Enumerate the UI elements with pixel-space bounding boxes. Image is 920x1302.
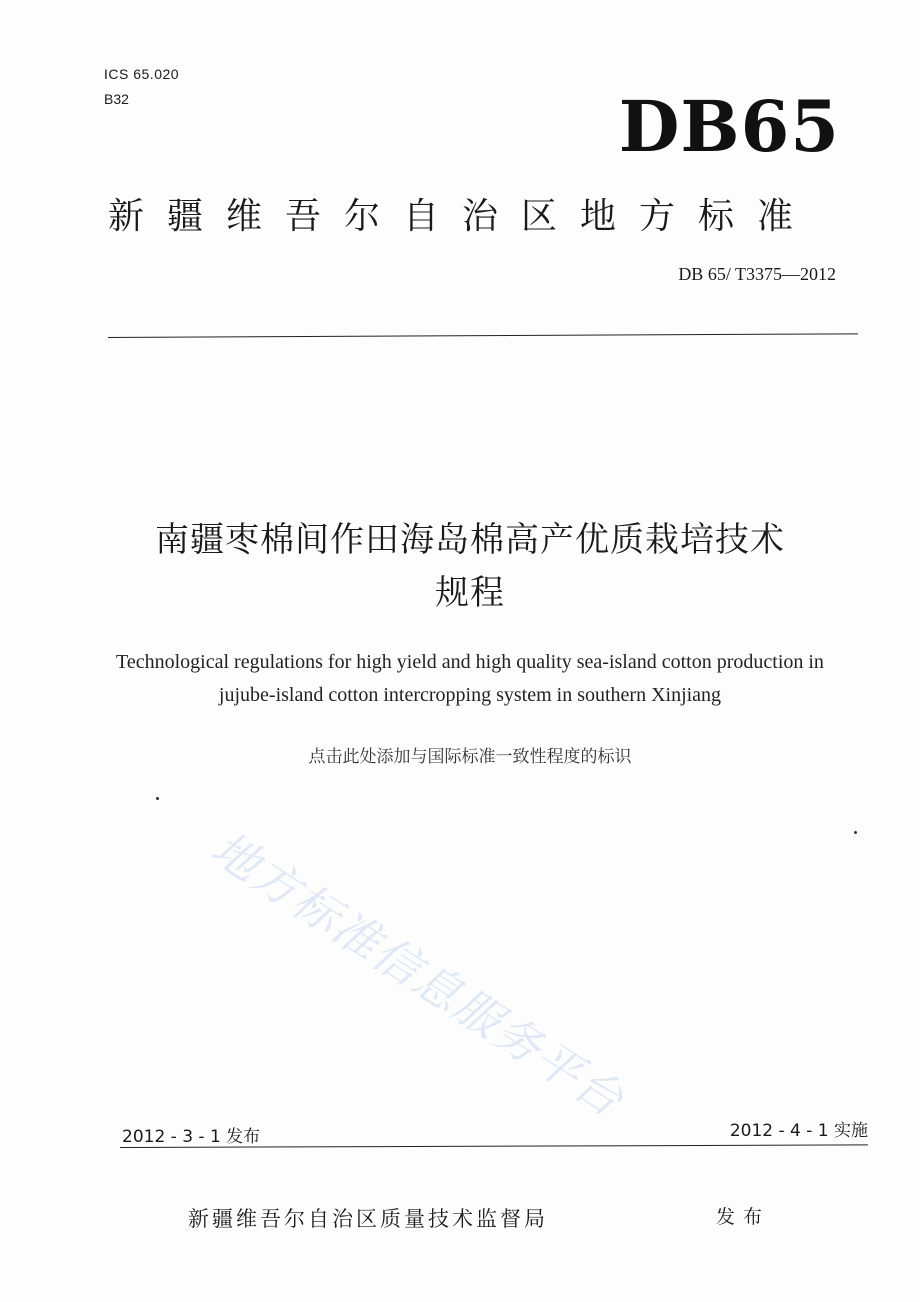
implementation-date: 2012 - 4 - 1 实施	[729, 1121, 868, 1141]
ics-code: ICS 65.020	[104, 66, 180, 82]
issuing-authority: 新疆维吾尔自治区质量技术监督局	[188, 1207, 548, 1231]
standard-type-title: 新疆维吾尔自治区地方标准	[108, 196, 817, 237]
issued-label: 发布	[716, 1206, 771, 1228]
ccs-code: B32	[104, 91, 129, 107]
title-english: Technological regulations for high yield and high quality sea-island cotton production in jujube-island cotton intercropping system in southern Xinjiang	[116, 651, 824, 706]
scan-speck	[854, 831, 857, 834]
header-divider	[108, 333, 858, 338]
title-chinese-line-1: 南疆枣棉间作田海岛棉高产优质栽培技术	[155, 520, 785, 560]
consistency-note: 点击此处添加与国际标准一致性程度的标识	[308, 747, 632, 767]
title-chinese-line-2: 规程	[435, 573, 505, 613]
standard-logo: DB65	[618, 85, 840, 168]
issue-date: 2012 - 3 - 1 发布	[122, 1127, 261, 1147]
watermark: 地方标准信息服务平台	[202, 820, 635, 1128]
scan-speck	[156, 797, 159, 800]
standard-number: DB 65/ T3375—2012	[678, 264, 836, 284]
